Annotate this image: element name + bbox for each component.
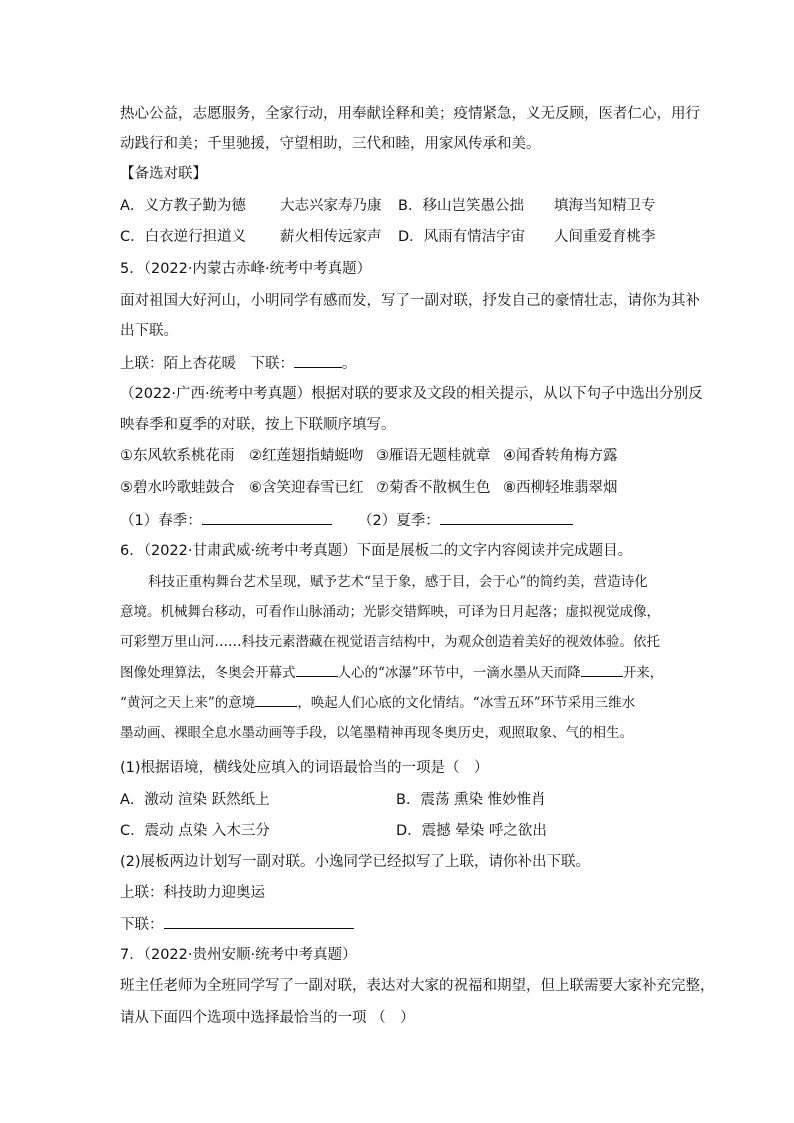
summer-blank[interactable] (440, 510, 573, 525)
paragraph-line: （2022·广西·统考中考真题）根据对联的要求及文段的相关提示，从以下句子中选出分别反 (120, 386, 703, 402)
paragraph-line: 班主任老师为全班同学写了一副对联，表达对大家的祝福和期望，但上联需要大家补充完整， (120, 978, 715, 994)
passage-text: “黄河之天上来”的意境 (120, 695, 256, 711)
passage-blank[interactable] (581, 662, 623, 677)
answer-prompt: 上联：陌上杏花暖 下联： (120, 356, 294, 372)
option-a-second: 大志兴家寿乃康 (280, 198, 382, 214)
paragraph-line: 动践行和美；千里驰援，守望相助，三代和睦，用家风传承和美。 (120, 136, 541, 152)
option-b: B．震荡 熏染 惟妙惟肖 (396, 792, 546, 808)
summer-answer (358, 510, 573, 531)
choice-item: ④闻香转角梅方露 (503, 448, 618, 464)
passage-line (120, 692, 635, 713)
passage-line: 墨动画、裸眼全息水墨动画等手段，以笔墨精神再现冬奥历史，观照取象、气的相生。 (120, 725, 633, 741)
passage-text: 人心的“冰瀑”环节中，一滴水墨从天而降 (337, 665, 581, 681)
paragraph-line: 热心公益，志愿服务，全家行动，用奉献诠释和美；疫情紧急，义无反顾，医者仁心，用行 (120, 106, 700, 122)
option-a: A．激动 渲染 跃然纸上 (120, 792, 270, 808)
option-b: B．移山岂笑愚公拙 (398, 198, 524, 214)
choice-item: ⑥含笑迎春雪已红 (249, 480, 364, 496)
passage-line (120, 662, 663, 683)
option-c-second: 薪火相传远家声 (280, 229, 382, 245)
option-d: D．风雨有情洁宇宙 (398, 229, 526, 245)
choice-item: ②红莲翅指蜻蜓吻 (249, 448, 364, 464)
paragraph-line: 映春季和夏季的对联，按上下联顺序填写。 (120, 417, 396, 433)
question-title: 6．（2022·甘肃武威·统考中考真题）下面是展板二的文字内容阅读并完成题目。 (120, 543, 633, 559)
section-heading: 【备选对联】 (120, 166, 207, 182)
sub-question: (2)展板两边计划写一副对联。小逸同学已经拟写了上联，请你补出下联。 (120, 854, 591, 870)
passage-text: 开来， (622, 665, 664, 681)
option-c: C．震动 点染 入木三分 (120, 823, 270, 839)
paragraph-line: 请从下面四个选项中选择最恰当的一项 （ ） (120, 1010, 415, 1026)
spring-blank[interactable] (202, 510, 332, 525)
upper-couplet: 上联：科技助力迎奥运 (120, 885, 265, 901)
option-d-second: 人间重爱育桃李 (554, 229, 656, 245)
choice-item: ⑤碧水吟歌蛙鼓合 (120, 480, 235, 496)
option-b-second: 填海当知精卫专 (554, 198, 656, 214)
lower-label: 下联： (120, 917, 164, 933)
option-c: C．白衣逆行担道义 (120, 229, 247, 245)
answer-end: 。 (342, 356, 357, 372)
answer-line (120, 353, 357, 374)
option-a: A．义方教子勤为德 (120, 198, 246, 214)
passage-blank[interactable] (296, 662, 338, 677)
passage-text: ，唤起人们心底的文化情结。“冰雪五环”环节采用三维水 (297, 695, 636, 711)
question-title: 7．（2022·贵州安顺·统考中考真题） (120, 947, 357, 963)
passage-text: 图像处理算法，冬奥会开幕式 (120, 665, 296, 681)
choice-item: ③雁语无题桂就章 (376, 448, 491, 464)
passage-line: 可彩塑万里山河……科技元素潜藏在视觉语言结构中，为观众创造着美好的视效体验。依托 (120, 634, 660, 650)
passage-line: 意境。机械舞台移动，可看作山脉涌动；光影交错辉映，可译为日月起落；虚拟视觉成像， (120, 604, 660, 620)
lower-couplet (120, 914, 354, 935)
paragraph-line: 出下联。 (120, 323, 178, 339)
answer-blank[interactable] (294, 353, 342, 368)
choice-item: ①东风软系桃花雨 (120, 448, 235, 464)
question-title: 5．（2022·内蒙古赤峰·统考中考真题） (120, 261, 372, 277)
spring-answer (120, 510, 332, 531)
option-d: D．震撼 晕染 呼之欲出 (396, 823, 547, 839)
lower-blank[interactable] (164, 914, 354, 929)
passage-blank[interactable] (255, 692, 297, 707)
choice-item: ⑧西柳轻堆翡翠烟 (503, 480, 618, 496)
paragraph-line: 面对祖国大好河山，小明同学有感而发，写了一副对联，抒发自己的豪情壮志，请你为其补 (120, 293, 700, 309)
spring-label: （1）春季： (120, 513, 202, 529)
summer-label: （2）夏季： (358, 513, 440, 529)
choice-item: ⑦菊香不散枫生色 (376, 480, 491, 496)
sub-question: (1)根据语境，横线处应填入的词语最恰当的一项是（ ） (120, 760, 489, 776)
passage-line: 科技正重构舞台艺术呈现，赋予艺术“呈于象，感于目，会于心”的简约美，营造诗化 (148, 574, 648, 590)
